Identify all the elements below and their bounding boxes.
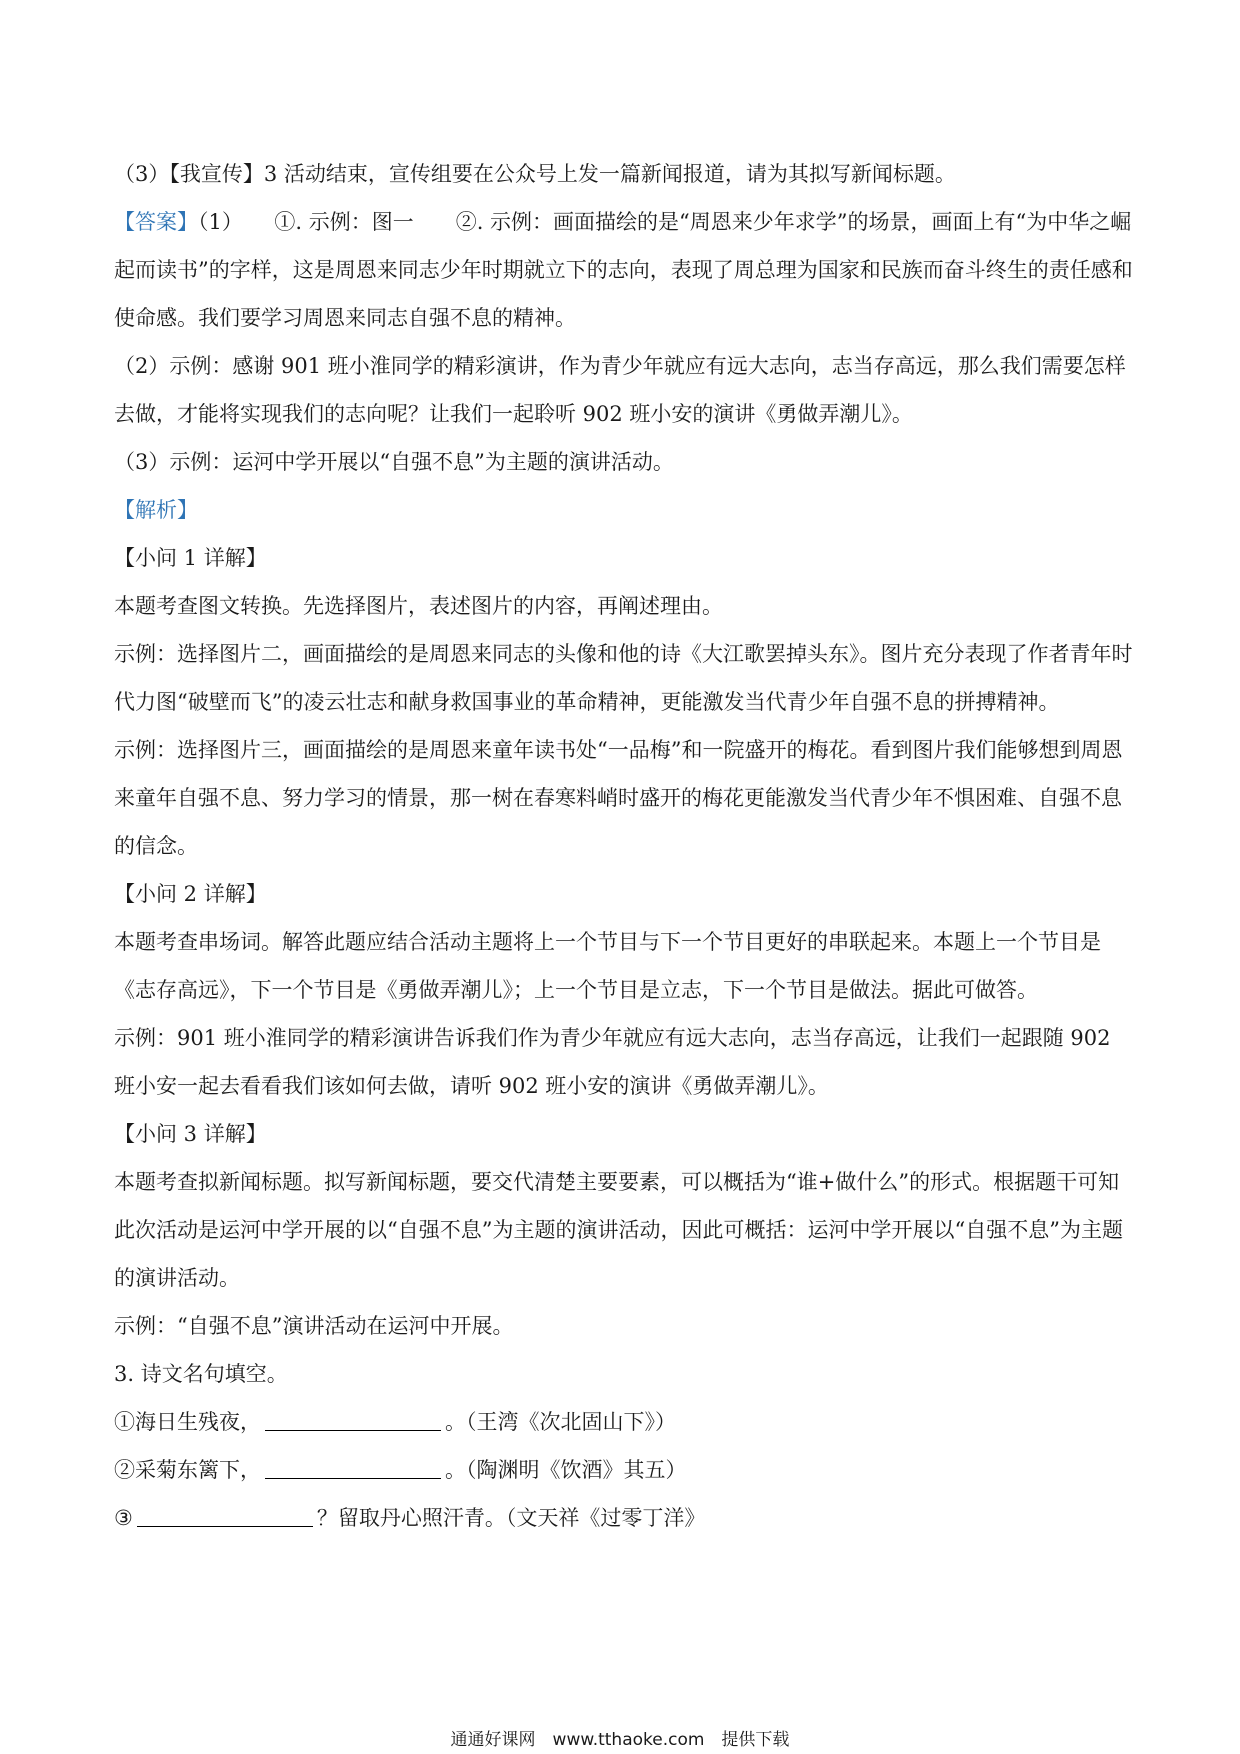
poem-3-source: ？留取丹心照汗青。（文天祥《过零丁洋》 <box>316 1506 706 1530</box>
poem-2-source: 。（陶渊明《饮酒》其五） <box>445 1458 687 1482</box>
sub-question-1-para-1: 本题考查图文转换。先选择图片，表述图片的内容，再阐述理由。 <box>114 594 723 618</box>
document-body <box>114 150 1134 1542</box>
analysis-label: 【解析】 <box>114 498 198 522</box>
answer-1-text: （1） ①. 示例：图一 ②. 示例：画面描绘的是“周恩来少年求学”的场景，画面上有“为中华之崛起而读书”的字样，这是周恩来同志少年时期就立下的志向，表现了周总理为国家和民族而奋斗终生的责任感和使命感。我们要学习周恩来同志自强不息的精神。 <box>114 210 1133 330</box>
poem-2-prompt: ②采菊东篱下， <box>114 1458 261 1482</box>
poem-fill-title: 3. 诗文名句填空。 <box>114 1362 288 1386</box>
sub-question-2-para-2: 示例：901 班小淮同学的精彩演讲告诉我们作为青少年就应有远大志向，志当存高远，让我们一起跟随 902 班小安一起去看看我们该如何去做，请听 902 班小安的演讲《勇做弄潮儿》。 <box>114 1026 1111 1098</box>
poem-3-prompt: ③ <box>114 1506 133 1530</box>
sub-question-1-heading: 【小问 1 详解】 <box>114 546 267 570</box>
poem-fill-item-1 <box>114 1398 1134 1446</box>
poem-fill-item-2 <box>114 1446 1134 1494</box>
poem-3-blank[interactable] <box>137 1504 313 1527</box>
answer-1 <box>114 198 1134 342</box>
sub-question-3-heading: 【小问 3 详解】 <box>114 1122 267 1146</box>
sub-question-3-para-2: 示例：“自强不息”演讲活动在运河中开展。 <box>114 1314 514 1338</box>
poem-1-prompt: ①海日生残夜， <box>114 1410 261 1434</box>
sub-question-2-heading: 【小问 2 详解】 <box>114 882 267 906</box>
poem-2-blank[interactable] <box>265 1456 441 1479</box>
sub-question-2-para-1: 本题考查串场词。解答此题应结合活动主题将上一个节目与下一个节目更好的串联起来。本题上一个节目是《志存高远》，下一个节目是《勇做弄潮儿》；上一个节目是立志，下一个节目是做法。据此可做答。 <box>114 930 1101 1002</box>
question-3-publicity: （3）【我宣传】3 活动结束，宣传组要在公众号上发一篇新闻报道，请为其拟写新闻标题。 <box>114 162 956 186</box>
poem-1-source: 。（王湾《次北固山下》） <box>445 1410 676 1434</box>
answer-3: （3）示例：运河中学开展以“自强不息”为主题的演讲活动。 <box>114 450 674 474</box>
page-footer: 通通好课网 www.tthaoke.com 提供下载 <box>450 1730 790 1750</box>
sub-question-1-para-3: 示例：选择图片三，画面描绘的是周恩来童年读书处“一品梅”和一院盛开的梅花。看到图片我们能够想到周恩来童年自强不息、努力学习的情景，那一树在春寒料峭时盛开的梅花更能激发当代青少年不惧困难、自强不息的信念。 <box>114 738 1123 858</box>
sub-question-3-para-1: 本题考查拟新闻标题。拟写新闻标题，要交代清楚主要要素，可以概括为“谁+做什么”的形式。根据题干可知此次活动是运河中学开展的以“自强不息”为主题的演讲活动，因此可概括：运河中学开展以“自强不息”为主题的演讲活动。 <box>114 1170 1123 1290</box>
answer-label: 【答案】 <box>114 210 198 234</box>
poem-1-blank[interactable] <box>265 1408 441 1431</box>
poem-fill-item-3 <box>114 1494 1134 1542</box>
answer-2: （2）示例：感谢 901 班小淮同学的精彩演讲，作为青少年就应有远大志向，志当存高远，那么我们需要怎样去做，才能将实现我们的志向呢？让我们一起聆听 902 班小安的演讲《勇做弄潮儿》。 <box>114 354 1126 426</box>
sub-question-1-para-2: 示例：选择图片二，画面描绘的是周恩来同志的头像和他的诗《大江歌罢掉头东》。图片充分表现了作者青年时代力图“破壁而飞”的凌云壮志和献身救国事业的革命精神，更能激发当代青少年自强不息的拼搏精神。 <box>114 642 1133 714</box>
